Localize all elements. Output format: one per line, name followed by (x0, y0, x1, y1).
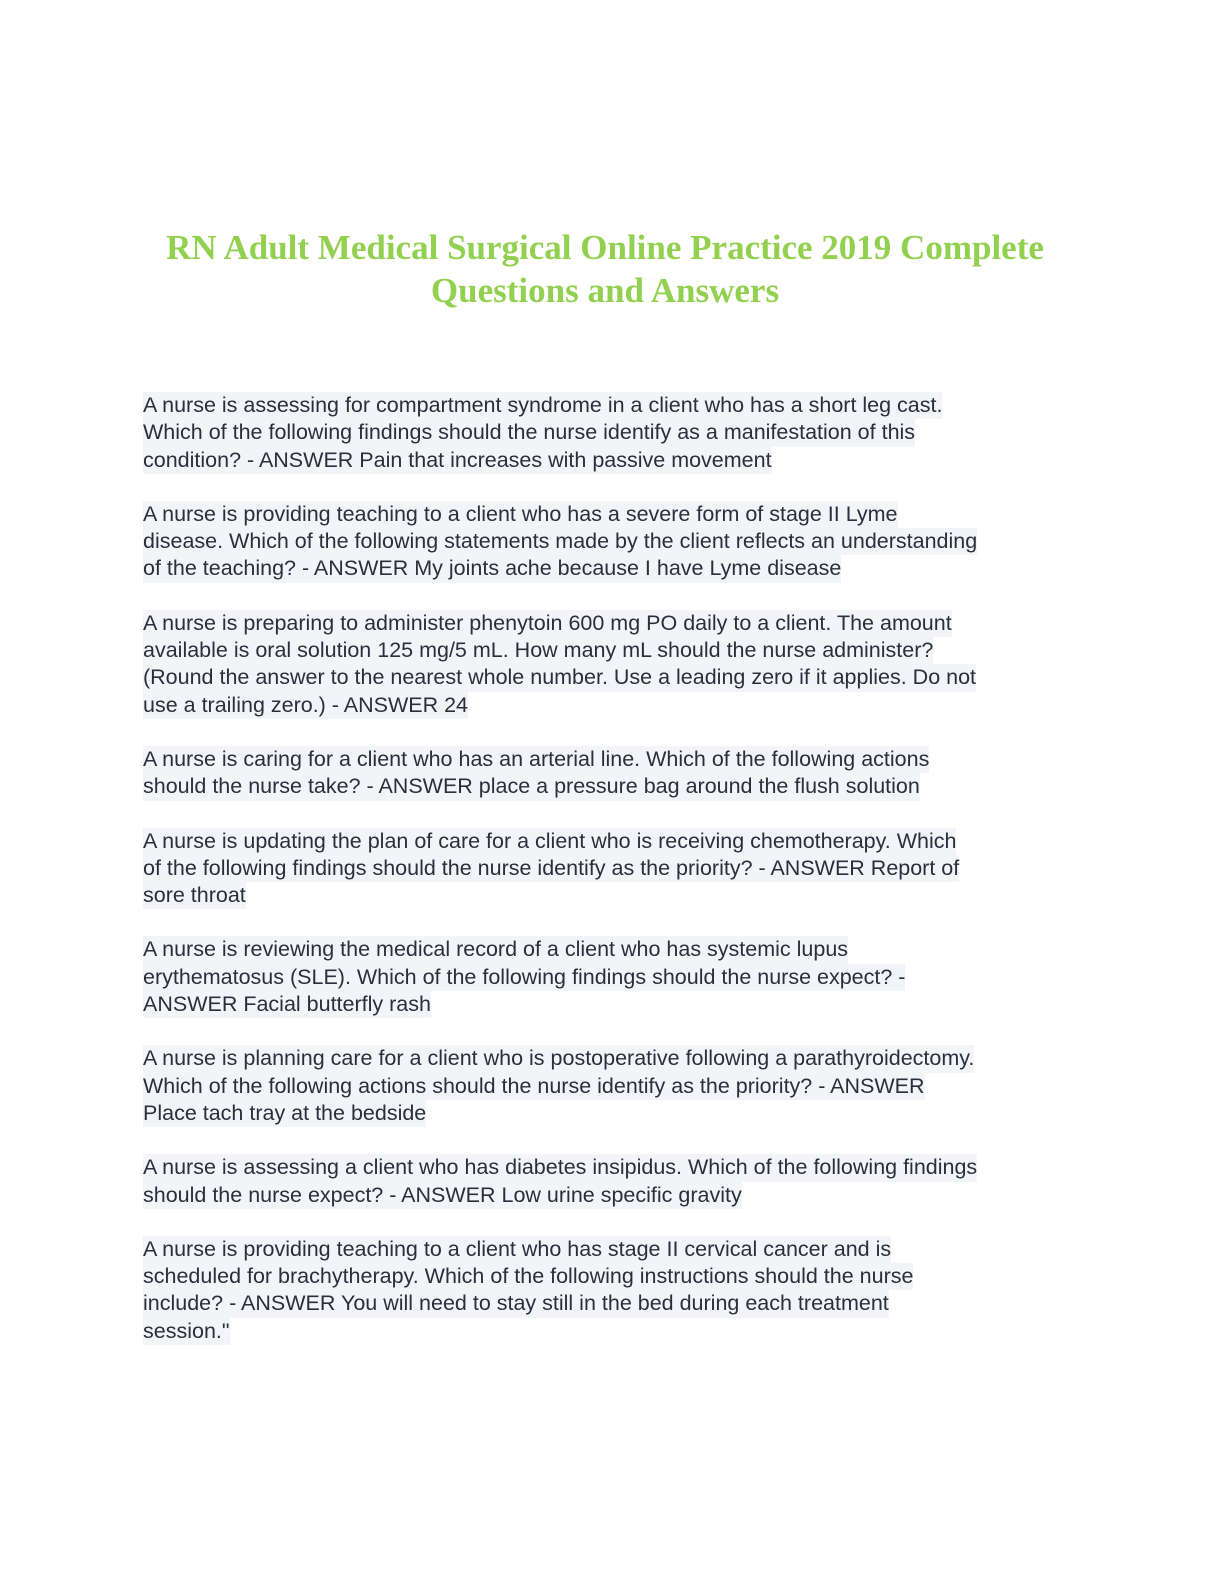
text-line: should the nurse expect? - ANSWER Low urine specific gravity (143, 1182, 742, 1209)
text-line: A nurse is planning care for a client who is postoperative following a parathyroidectomy. (143, 1045, 974, 1072)
title-line-2: Questions and Answers (430, 271, 780, 310)
text-line: of the following findings should the nurse identify as the priority? - ANSWER Report of (143, 855, 959, 882)
text-line: A nurse is providing teaching to a client who has stage II cervical cancer and is (143, 1236, 891, 1263)
question-answer-list (143, 392, 1083, 1372)
text-line: A nurse is assessing a client who has diabetes insipidus. Which of the following findings (143, 1154, 977, 1181)
document-title (110, 226, 1100, 312)
question-answer-item (143, 501, 1083, 583)
text-line: (Round the answer to the nearest whole number. Use a leading zero if it applies. Do not (143, 664, 976, 691)
question-answer-item (143, 1045, 1083, 1127)
text-line: Place tach tray at the bedside (143, 1100, 426, 1127)
text-line: Which of the following actions should the nurse identify as the priority? - ANSWER (143, 1073, 925, 1100)
question-answer-item (143, 1154, 1083, 1209)
text-line: condition? - ANSWER Pain that increases with passive movement (143, 447, 772, 474)
text-line: A nurse is providing teaching to a client who has a severe form of stage II Lyme (143, 501, 898, 528)
question-answer-item (143, 936, 1083, 1018)
text-line: A nurse is assessing for compartment syndrome in a client who has a short leg cast. (143, 392, 942, 419)
title-line-1: RN Adult Medical Surgical Online Practice 2019 Complete (166, 228, 1044, 267)
text-line: A nurse is caring for a client who has an arterial line. Which of the following actions (143, 746, 929, 773)
text-line: A nurse is preparing to administer phenytoin 600 mg PO daily to a client. The amount (143, 610, 952, 637)
text-line: use a trailing zero.) - ANSWER 24 (143, 692, 468, 719)
question-answer-item (143, 828, 1083, 910)
text-line: scheduled for brachytherapy. Which of the following instructions should the nurse (143, 1263, 913, 1290)
question-answer-item (143, 610, 1083, 719)
text-line: disease. Which of the following statements made by the client reflects an understanding (143, 528, 977, 555)
question-answer-item (143, 1236, 1083, 1345)
text-line: erythematosus (SLE). Which of the following findings should the nurse expect? - (143, 964, 905, 991)
text-line: A nurse is updating the plan of care for a client who is receiving chemotherapy. Which (143, 828, 956, 855)
text-line: should the nurse take? - ANSWER place a pressure bag around the flush solution (143, 773, 920, 800)
text-line: sore throat (143, 882, 246, 909)
text-line: available is oral solution 125 mg/5 mL. How many mL should the nurse administer? (143, 637, 933, 664)
text-line: Which of the following findings should the nurse identify as a manifestation of this (143, 419, 915, 446)
text-line: ANSWER Facial butterfly rash (143, 991, 431, 1018)
text-line: of the teaching? - ANSWER My joints ache because I have Lyme disease (143, 555, 841, 582)
text-line: session." (143, 1318, 230, 1345)
question-answer-item (143, 392, 1083, 474)
text-line: A nurse is reviewing the medical record of a client who has systemic lupus (143, 936, 848, 963)
question-answer-item (143, 746, 1083, 801)
text-line: include? - ANSWER You will need to stay still in the bed during each treatment (143, 1290, 889, 1317)
